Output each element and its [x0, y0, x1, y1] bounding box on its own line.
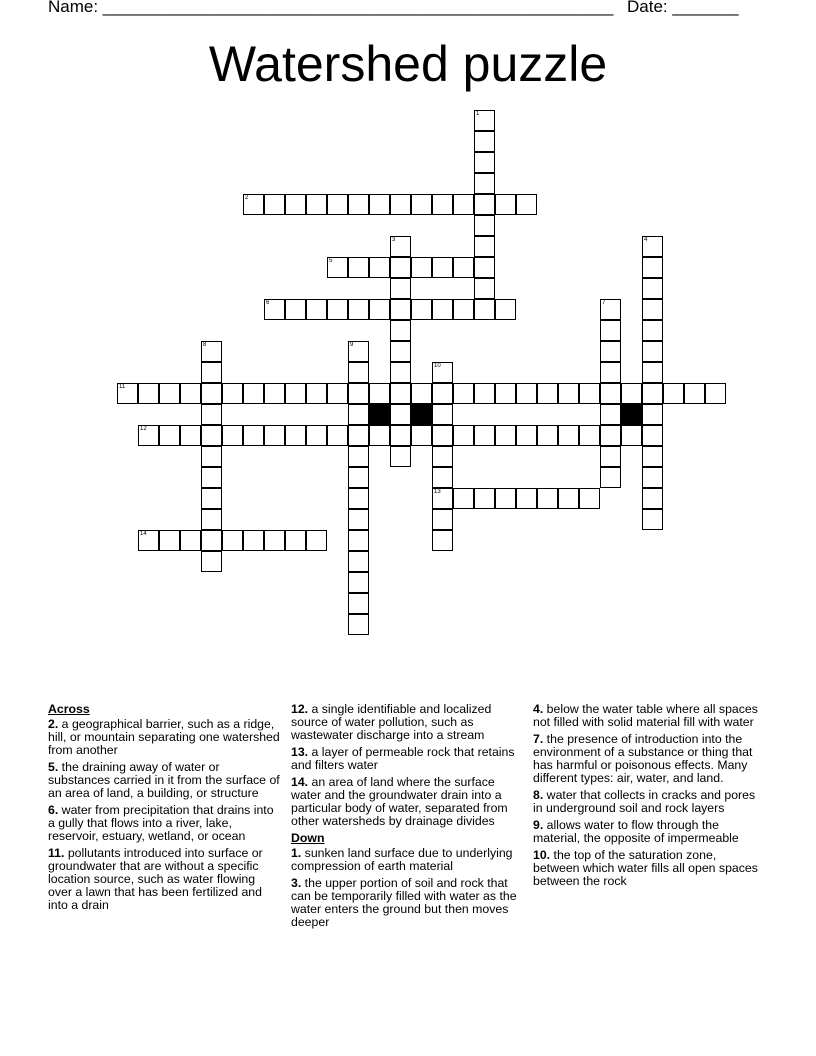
clue-text: an area of land where the surface water and the groundwater drain into a particular body of water, separated from other watersheds by drainage divides [291, 775, 508, 828]
clue-text: water from precipitation that drains into a gully that flows into a river, lake, reservoir, estuary, wetland, or ocean [48, 803, 274, 843]
clue-number: 11 [119, 384, 126, 390]
grid-cell[interactable] [327, 194, 348, 215]
grid-cell[interactable] [642, 341, 663, 362]
clue-text: a geographical barrier, such as a ridge, hill, or mountain separating one watershed from another [48, 717, 280, 757]
grid-cell[interactable] [453, 299, 474, 320]
grid-block [411, 404, 432, 425]
grid-cell[interactable] [558, 383, 579, 404]
page-title: Watershed puzzle [208, 36, 608, 92]
grid-cell[interactable] [201, 509, 222, 530]
grid-cell[interactable] [600, 299, 621, 320]
grid-block [621, 404, 642, 425]
grid-cell[interactable] [201, 404, 222, 425]
grid-cell[interactable] [390, 236, 411, 257]
grid-cell[interactable] [264, 299, 285, 320]
grid-cell[interactable] [348, 446, 369, 467]
grid-cell[interactable] [201, 425, 222, 446]
clue-label: 12. [291, 702, 309, 716]
grid-cell[interactable] [642, 488, 663, 509]
grid-cell[interactable] [348, 362, 369, 383]
grid-cell[interactable] [474, 299, 495, 320]
clue-text: water that collects in cracks and pores in underground soil and rock layers [533, 788, 756, 815]
grid-cell[interactable] [201, 488, 222, 509]
grid-cell[interactable] [306, 383, 327, 404]
grid-cell[interactable] [264, 530, 285, 551]
grid-cell[interactable] [411, 425, 432, 446]
grid-cell[interactable] [474, 425, 495, 446]
clues-column-1 [48, 703, 280, 916]
grid-cell[interactable] [432, 446, 453, 467]
grid-cell[interactable] [474, 278, 495, 299]
grid-cell[interactable] [264, 425, 285, 446]
clue-text: the top of the saturation zone, between which water fills all open spaces between the rock [533, 848, 758, 888]
grid-cell[interactable] [138, 425, 159, 446]
grid-cell[interactable] [180, 530, 201, 551]
clue-number: 7 [602, 300, 606, 306]
clue-label: 5. [48, 760, 59, 774]
grid-cell[interactable] [243, 530, 264, 551]
clue-label: 11. [48, 846, 65, 860]
clue [533, 703, 765, 729]
grid-cell[interactable] [642, 404, 663, 425]
clue-text: the presence of introduction into the environment of a substance or thing that has harmful or poisonous effects. Many different types: air, water, and land. [533, 732, 753, 785]
grid-cell[interactable] [432, 425, 453, 446]
grid-cell[interactable] [495, 299, 516, 320]
grid-cell[interactable] [432, 299, 453, 320]
grid-cell[interactable] [537, 425, 558, 446]
clue-text: allows water to flow through the material, the opposite of impermeable [533, 818, 739, 845]
grid-cell[interactable] [621, 425, 642, 446]
clue-number: 8 [203, 342, 207, 348]
grid-cell[interactable] [558, 425, 579, 446]
grid-cell[interactable] [264, 383, 285, 404]
grid-cell[interactable] [642, 446, 663, 467]
clue [48, 804, 280, 843]
clue-label: 7. [533, 732, 544, 746]
clue [533, 733, 765, 785]
grid-cell[interactable] [642, 383, 663, 404]
grid-cell[interactable] [348, 551, 369, 572]
clue [291, 877, 523, 929]
grid-cell[interactable] [579, 383, 600, 404]
grid-cell[interactable] [138, 383, 159, 404]
down-heading: Down [291, 831, 325, 845]
clue-label: 6. [48, 803, 59, 817]
grid-cell[interactable] [600, 404, 621, 425]
clues-column-2 [291, 703, 523, 933]
clue [533, 849, 765, 888]
clue [48, 718, 280, 757]
grid-cell[interactable] [180, 425, 201, 446]
grid-cell[interactable] [684, 383, 705, 404]
grid-cell[interactable] [348, 404, 369, 425]
clue [291, 847, 523, 873]
grid-cell[interactable] [516, 194, 537, 215]
grid-cell[interactable] [159, 383, 180, 404]
grid-cell[interactable] [600, 362, 621, 383]
clue-number: 5 [329, 258, 333, 264]
grid-cell[interactable] [474, 257, 495, 278]
grid-cell[interactable] [453, 488, 474, 509]
clue-text: a layer of permeable rock that retains and filters water [291, 745, 515, 772]
grid-cell[interactable] [222, 530, 243, 551]
grid-cell[interactable] [663, 383, 684, 404]
clue-number: 14 [140, 531, 147, 537]
grid-cell[interactable] [264, 194, 285, 215]
grid-cell[interactable] [621, 383, 642, 404]
grid-cell[interactable] [327, 383, 348, 404]
grid-cell[interactable] [600, 383, 621, 404]
grid-cell[interactable] [642, 320, 663, 341]
name-field[interactable]: Name: ______________________________________________________ [48, 0, 614, 16]
grid-cell[interactable] [642, 299, 663, 320]
grid-cell[interactable] [642, 509, 663, 530]
grid-cell[interactable] [474, 173, 495, 194]
grid-cell[interactable] [201, 446, 222, 467]
grid-cell[interactable] [285, 425, 306, 446]
clue-label: 3. [291, 876, 302, 890]
grid-cell[interactable] [495, 383, 516, 404]
grid-cell[interactable] [348, 257, 369, 278]
grid-cell[interactable] [390, 446, 411, 467]
clue-number: 9 [350, 342, 354, 348]
grid-cell[interactable] [348, 467, 369, 488]
clue-label: 8. [533, 788, 544, 802]
grid-cell[interactable] [579, 425, 600, 446]
clue [291, 703, 523, 742]
clues-column-3 [533, 703, 765, 892]
grid-cell[interactable] [474, 152, 495, 173]
clue [48, 761, 280, 800]
grid-cell[interactable] [159, 425, 180, 446]
grid-cell[interactable] [306, 299, 327, 320]
clue [533, 789, 765, 815]
grid-cell[interactable] [138, 530, 159, 551]
grid-cell[interactable] [705, 383, 726, 404]
grid-cell[interactable] [285, 194, 306, 215]
grid-cell[interactable] [453, 194, 474, 215]
clue-number: 13 [434, 489, 441, 495]
grid-cell[interactable] [348, 488, 369, 509]
grid-cell[interactable] [243, 194, 264, 215]
clue-text: the draining away of water or substances carried in it from the surface of an area of land, a building, or structure [48, 760, 280, 800]
clue-label: 2. [48, 717, 59, 731]
grid-cell[interactable] [222, 425, 243, 446]
grid-cell[interactable] [201, 383, 222, 404]
grid-cell[interactable] [474, 110, 495, 131]
grid-cell[interactable] [516, 425, 537, 446]
grid-cell[interactable] [558, 488, 579, 509]
clue [291, 746, 523, 772]
grid-cell[interactable] [474, 194, 495, 215]
grid-cell[interactable] [390, 383, 411, 404]
grid-cell[interactable] [390, 425, 411, 446]
grid-cell[interactable] [306, 530, 327, 551]
grid-cell[interactable] [474, 215, 495, 236]
clue-number: 10 [434, 363, 441, 369]
grid-cell[interactable] [327, 425, 348, 446]
grid-cell[interactable] [453, 425, 474, 446]
grid-cell[interactable] [348, 425, 369, 446]
grid-cell[interactable] [516, 383, 537, 404]
clue-text: pollutants introduced into surface or groundwater that are without a specific location source, such as water flowing over a lawn that has been fertilized and into a drain [48, 846, 263, 912]
grid-cell[interactable] [369, 425, 390, 446]
clue-text: a single identifiable and localized source of water pollution, such as wastewater discharge into a stream [291, 702, 492, 742]
clue-number: 2 [245, 195, 249, 201]
grid-cell[interactable] [642, 425, 663, 446]
grid-cell[interactable] [600, 320, 621, 341]
grid-cell[interactable] [390, 299, 411, 320]
grid-cell[interactable] [474, 131, 495, 152]
clue-number: 1 [476, 111, 480, 117]
clue-label: 9. [533, 818, 544, 832]
grid-cell[interactable] [411, 383, 432, 404]
grid-cell[interactable] [642, 236, 663, 257]
clue-label: 4. [533, 702, 544, 716]
across-heading: Across [48, 702, 90, 716]
clue-label: 10. [533, 848, 551, 862]
grid-cell[interactable] [411, 299, 432, 320]
grid-cell[interactable] [600, 341, 621, 362]
grid-cell[interactable] [411, 257, 432, 278]
grid-cell[interactable] [180, 383, 201, 404]
grid-cell[interactable] [537, 488, 558, 509]
grid-cell[interactable] [117, 383, 138, 404]
grid-cell[interactable] [201, 341, 222, 362]
grid-cell[interactable] [432, 383, 453, 404]
grid-cell[interactable] [348, 299, 369, 320]
grid-cell[interactable] [285, 383, 306, 404]
grid-cell[interactable] [348, 194, 369, 215]
grid-cell[interactable] [327, 257, 348, 278]
grid-cell[interactable] [474, 488, 495, 509]
grid-cell[interactable] [390, 320, 411, 341]
grid-cell[interactable] [432, 404, 453, 425]
grid-cell[interactable] [432, 257, 453, 278]
grid-cell[interactable] [348, 593, 369, 614]
clue-number: 6 [266, 300, 270, 306]
grid-cell[interactable] [369, 299, 390, 320]
clue-number: 3 [392, 237, 396, 243]
clue-number: 4 [644, 237, 648, 243]
grid-cell[interactable] [495, 425, 516, 446]
clue-label: 13. [291, 745, 309, 759]
grid-cell[interactable] [432, 509, 453, 530]
grid-cell[interactable] [642, 467, 663, 488]
grid-cell[interactable] [537, 383, 558, 404]
grid-cell[interactable] [159, 530, 180, 551]
grid-cell[interactable] [306, 425, 327, 446]
grid-cell[interactable] [432, 194, 453, 215]
grid-cell[interactable] [369, 383, 390, 404]
grid-cell[interactable] [285, 299, 306, 320]
grid-cell[interactable] [285, 530, 306, 551]
grid-cell[interactable] [390, 278, 411, 299]
grid-cell[interactable] [579, 488, 600, 509]
grid-cell[interactable] [600, 446, 621, 467]
grid-cell[interactable] [222, 383, 243, 404]
grid-cell[interactable] [348, 341, 369, 362]
clue-text: below the water table where all spaces not filled with solid material fill with water [533, 702, 758, 729]
grid-cell[interactable] [327, 299, 348, 320]
grid-cell[interactable] [516, 488, 537, 509]
clue-label: 14. [291, 775, 309, 789]
grid-cell[interactable] [600, 425, 621, 446]
grid-cell[interactable] [348, 530, 369, 551]
grid-cell[interactable] [201, 530, 222, 551]
grid-cell[interactable] [201, 467, 222, 488]
grid-cell[interactable] [390, 194, 411, 215]
grid-cell[interactable] [474, 236, 495, 257]
grid-cell[interactable] [348, 614, 369, 635]
grid-cell[interactable] [201, 362, 222, 383]
grid-cell[interactable] [600, 467, 621, 488]
clue-text: sunken land surface due to underlying compression of earth material [291, 846, 513, 873]
grid-cell[interactable] [390, 341, 411, 362]
grid-cell[interactable] [411, 194, 432, 215]
date-field[interactable]: Date: _______ [627, 0, 739, 16]
grid-cell[interactable] [432, 530, 453, 551]
grid-cell[interactable] [201, 551, 222, 572]
grid-cell[interactable] [453, 257, 474, 278]
clue [48, 847, 280, 912]
grid-cell[interactable] [390, 257, 411, 278]
grid-cell[interactable] [390, 362, 411, 383]
grid-cell[interactable] [432, 467, 453, 488]
grid-cell[interactable] [432, 362, 453, 383]
grid-cell[interactable] [474, 383, 495, 404]
grid-cell[interactable] [348, 383, 369, 404]
grid-cell[interactable] [306, 194, 327, 215]
clue-text: the upper portion of soil and rock that can be temporarily filled with water as the water enters the ground but then moves deeper [291, 876, 517, 929]
grid-cell[interactable] [348, 572, 369, 593]
grid-cell[interactable] [243, 425, 264, 446]
grid-block [369, 404, 390, 425]
grid-cell[interactable] [495, 488, 516, 509]
clue [533, 819, 765, 845]
clue-number: 12 [140, 426, 147, 432]
grid-cell[interactable] [642, 362, 663, 383]
grid-cell[interactable] [432, 488, 453, 509]
grid-cell[interactable] [369, 257, 390, 278]
clue [291, 776, 523, 828]
grid-cell[interactable] [369, 194, 390, 215]
clue-label: 1. [291, 846, 302, 860]
grid-cell[interactable] [453, 383, 474, 404]
grid-cell[interactable] [390, 404, 411, 425]
grid-cell[interactable] [642, 257, 663, 278]
grid-cell[interactable] [642, 278, 663, 299]
grid-cell[interactable] [495, 194, 516, 215]
grid-cell[interactable] [348, 509, 369, 530]
grid-cell[interactable] [243, 383, 264, 404]
